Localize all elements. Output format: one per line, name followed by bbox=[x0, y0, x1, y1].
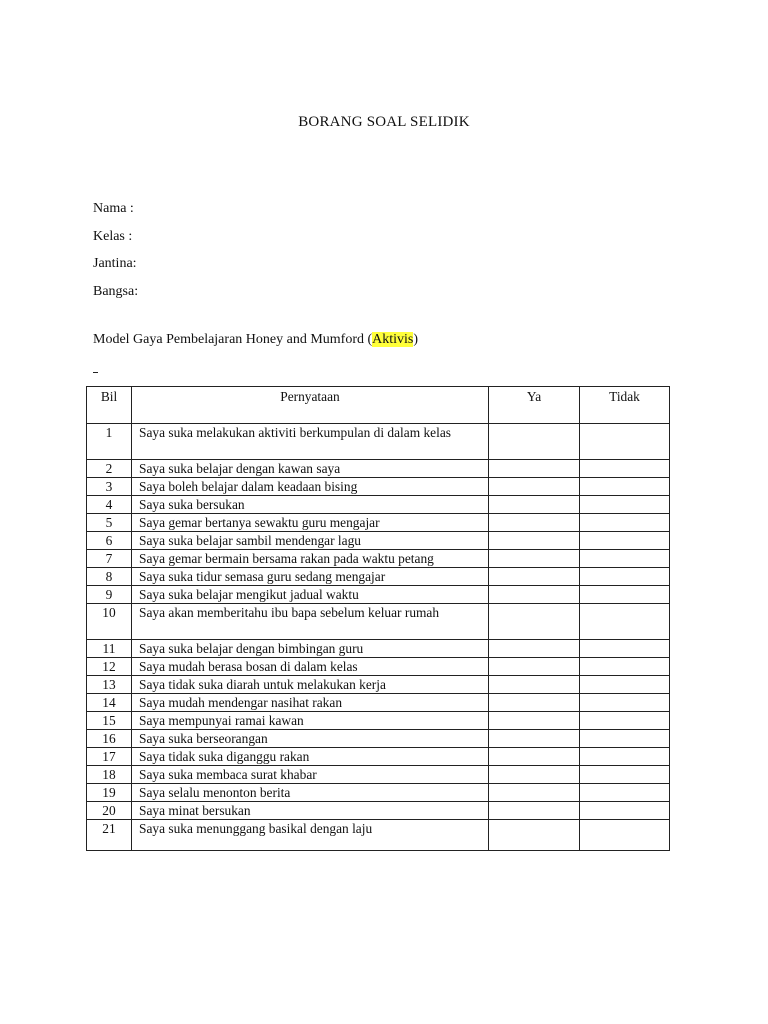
ya-answer-cell[interactable] bbox=[489, 532, 580, 550]
row-number: 10 bbox=[87, 604, 132, 640]
ya-answer-cell[interactable] bbox=[489, 514, 580, 532]
row-number: 6 bbox=[87, 532, 132, 550]
table-row bbox=[87, 496, 670, 514]
table-row bbox=[87, 658, 670, 676]
row-number: 12 bbox=[87, 658, 132, 676]
table-row bbox=[87, 766, 670, 784]
row-statement: Saya suka belajar dengan kawan saya bbox=[132, 460, 489, 478]
row-number: 15 bbox=[87, 712, 132, 730]
bangsa-line[interactable] bbox=[146, 294, 496, 314]
row-number: 21 bbox=[87, 820, 132, 851]
ya-answer-cell[interactable] bbox=[489, 604, 580, 640]
tidak-answer-cell[interactable] bbox=[580, 514, 670, 532]
table-header-row bbox=[87, 387, 670, 424]
tidak-answer-cell[interactable] bbox=[580, 820, 670, 851]
row-statement: Saya suka belajar mengikut jadual waktu bbox=[132, 586, 489, 604]
row-statement: Saya minat bersukan bbox=[132, 802, 489, 820]
table-row bbox=[87, 784, 670, 802]
bangsa-label: Bangsa: bbox=[93, 284, 139, 299]
nama-label: Nama : bbox=[93, 201, 134, 216]
table-row bbox=[87, 748, 670, 766]
tidak-answer-cell[interactable] bbox=[580, 676, 670, 694]
tidak-answer-cell[interactable] bbox=[580, 496, 670, 514]
table-row bbox=[87, 550, 670, 568]
row-statement: Saya tidak suka diarah untuk melakukan kerja bbox=[132, 676, 489, 694]
row-number: 16 bbox=[87, 730, 132, 748]
row-statement: Saya suka bersukan bbox=[132, 496, 489, 514]
row-number: 20 bbox=[87, 802, 132, 820]
table-row bbox=[87, 820, 670, 851]
header-statement: Pernyataan bbox=[132, 387, 489, 424]
ya-answer-cell[interactable] bbox=[489, 730, 580, 748]
kelas-label: Kelas : bbox=[93, 229, 133, 244]
kelas-field[interactable] bbox=[93, 225, 132, 245]
ya-answer-cell[interactable] bbox=[489, 640, 580, 658]
row-statement: Saya gemar bermain bersama rakan pada waktu petang bbox=[132, 550, 489, 568]
row-number: 8 bbox=[87, 568, 132, 586]
jantina-label: Jantina: bbox=[93, 256, 137, 271]
row-statement: Saya selalu menonton berita bbox=[132, 784, 489, 802]
row-number: 18 bbox=[87, 766, 132, 784]
row-number: 13 bbox=[87, 676, 132, 694]
ya-answer-cell[interactable] bbox=[489, 676, 580, 694]
tidak-answer-cell[interactable] bbox=[580, 586, 670, 604]
row-statement: Saya gemar bertanya sewaktu guru mengajar bbox=[132, 514, 489, 532]
survey-table bbox=[86, 386, 670, 851]
model-prefix: Model Gaya Pembelajaran Honey and Mumford ( bbox=[93, 332, 373, 347]
page-title: BORANG SOAL SELIDIK bbox=[298, 114, 470, 130]
row-number: 14 bbox=[87, 694, 132, 712]
tidak-answer-cell[interactable] bbox=[580, 550, 670, 568]
row-statement: Saya suka menunggang basikal dengan laju bbox=[132, 820, 489, 851]
bangsa-field[interactable] bbox=[93, 280, 138, 300]
table-row bbox=[87, 802, 670, 820]
ya-answer-cell[interactable] bbox=[489, 712, 580, 730]
row-statement: Saya tidak suka diganggu rakan bbox=[132, 748, 489, 766]
tidak-answer-cell[interactable] bbox=[580, 712, 670, 730]
nama-line[interactable] bbox=[149, 211, 499, 231]
tidak-answer-cell[interactable] bbox=[580, 568, 670, 586]
ya-answer-cell[interactable] bbox=[489, 748, 580, 766]
tidak-answer-cell[interactable] bbox=[580, 730, 670, 748]
ya-answer-cell[interactable] bbox=[489, 802, 580, 820]
table-row bbox=[87, 694, 670, 712]
table-row bbox=[87, 730, 670, 748]
ya-answer-cell[interactable] bbox=[489, 478, 580, 496]
tidak-answer-cell[interactable] bbox=[580, 460, 670, 478]
ya-answer-cell[interactable] bbox=[489, 568, 580, 586]
tidak-answer-cell[interactable] bbox=[580, 604, 670, 640]
row-statement: Saya suka berseorangan bbox=[132, 730, 489, 748]
ya-answer-cell[interactable] bbox=[489, 496, 580, 514]
row-statement: Saya mudah mendengar nasihat rakan bbox=[132, 694, 489, 712]
table-row bbox=[87, 532, 670, 550]
row-number: 11 bbox=[87, 640, 132, 658]
table-row bbox=[87, 424, 670, 460]
tidak-answer-cell[interactable] bbox=[580, 658, 670, 676]
row-statement: Saya mempunyai ramai kawan bbox=[132, 712, 489, 730]
tidak-answer-cell[interactable] bbox=[580, 748, 670, 766]
table-row bbox=[87, 478, 670, 496]
header-bil: Bil bbox=[87, 387, 132, 424]
tidak-answer-cell[interactable] bbox=[580, 424, 670, 460]
ya-answer-cell[interactable] bbox=[489, 694, 580, 712]
header-tidak: Tidak bbox=[580, 387, 670, 424]
row-statement: Saya boleh belajar dalam keadaan bising bbox=[132, 478, 489, 496]
table-row bbox=[87, 568, 670, 586]
row-statement: Saya suka melakukan aktiviti berkumpulan di dalam kelas bbox=[132, 424, 489, 460]
ya-answer-cell[interactable] bbox=[489, 820, 580, 851]
row-number: 1 bbox=[87, 424, 132, 460]
row-number: 5 bbox=[87, 514, 132, 532]
table-body bbox=[87, 424, 670, 851]
tidak-answer-cell[interactable] bbox=[580, 802, 670, 820]
row-number: 19 bbox=[87, 784, 132, 802]
table-row bbox=[87, 586, 670, 604]
table-row bbox=[87, 640, 670, 658]
ya-answer-cell[interactable] bbox=[489, 460, 580, 478]
model-suffix: ) bbox=[413, 332, 419, 347]
tidak-answer-cell[interactable] bbox=[580, 784, 670, 802]
row-statement: Saya akan memberitahu ibu bapa sebelum keluar rumah bbox=[132, 604, 489, 640]
row-statement: Saya mudah berasa bosan di dalam kelas bbox=[132, 658, 489, 676]
row-number: 9 bbox=[87, 586, 132, 604]
row-number: 7 bbox=[87, 550, 132, 568]
table-row bbox=[87, 676, 670, 694]
row-statement: Saya suka membaca surat khabar bbox=[132, 766, 489, 784]
tidak-answer-cell[interactable] bbox=[580, 640, 670, 658]
jantina-line[interactable] bbox=[148, 266, 499, 286]
tidak-answer-cell[interactable] bbox=[580, 694, 670, 712]
table-row bbox=[87, 514, 670, 532]
kelas-line[interactable] bbox=[148, 239, 498, 259]
table-row bbox=[87, 460, 670, 478]
tidak-answer-cell[interactable] bbox=[580, 478, 670, 496]
table-row bbox=[87, 712, 670, 730]
row-statement: Saya suka belajar dengan bimbingan guru bbox=[132, 640, 489, 658]
tidak-answer-cell[interactable] bbox=[580, 766, 670, 784]
ya-answer-cell[interactable] bbox=[489, 586, 580, 604]
ya-answer-cell[interactable] bbox=[489, 658, 580, 676]
ya-answer-cell[interactable] bbox=[489, 424, 580, 460]
nama-field[interactable] bbox=[93, 197, 134, 217]
model-highlight: Aktivis bbox=[372, 332, 414, 347]
ya-answer-cell[interactable] bbox=[489, 550, 580, 568]
table-row bbox=[87, 604, 670, 640]
ya-answer-cell[interactable] bbox=[489, 766, 580, 784]
jantina-field[interactable] bbox=[93, 252, 137, 272]
row-number: 17 bbox=[87, 748, 132, 766]
row-number: 4 bbox=[87, 496, 132, 514]
row-number: 3 bbox=[87, 478, 132, 496]
ya-answer-cell[interactable] bbox=[489, 784, 580, 802]
row-statement: Saya suka tidur semasa guru sedang mengajar bbox=[132, 568, 489, 586]
row-statement: Saya suka belajar sambil mendengar lagu bbox=[132, 532, 489, 550]
tidak-answer-cell[interactable] bbox=[580, 532, 670, 550]
model-heading bbox=[93, 332, 418, 348]
row-number: 2 bbox=[87, 460, 132, 478]
dash-mark bbox=[93, 372, 98, 373]
header-ya: Ya bbox=[489, 387, 580, 424]
